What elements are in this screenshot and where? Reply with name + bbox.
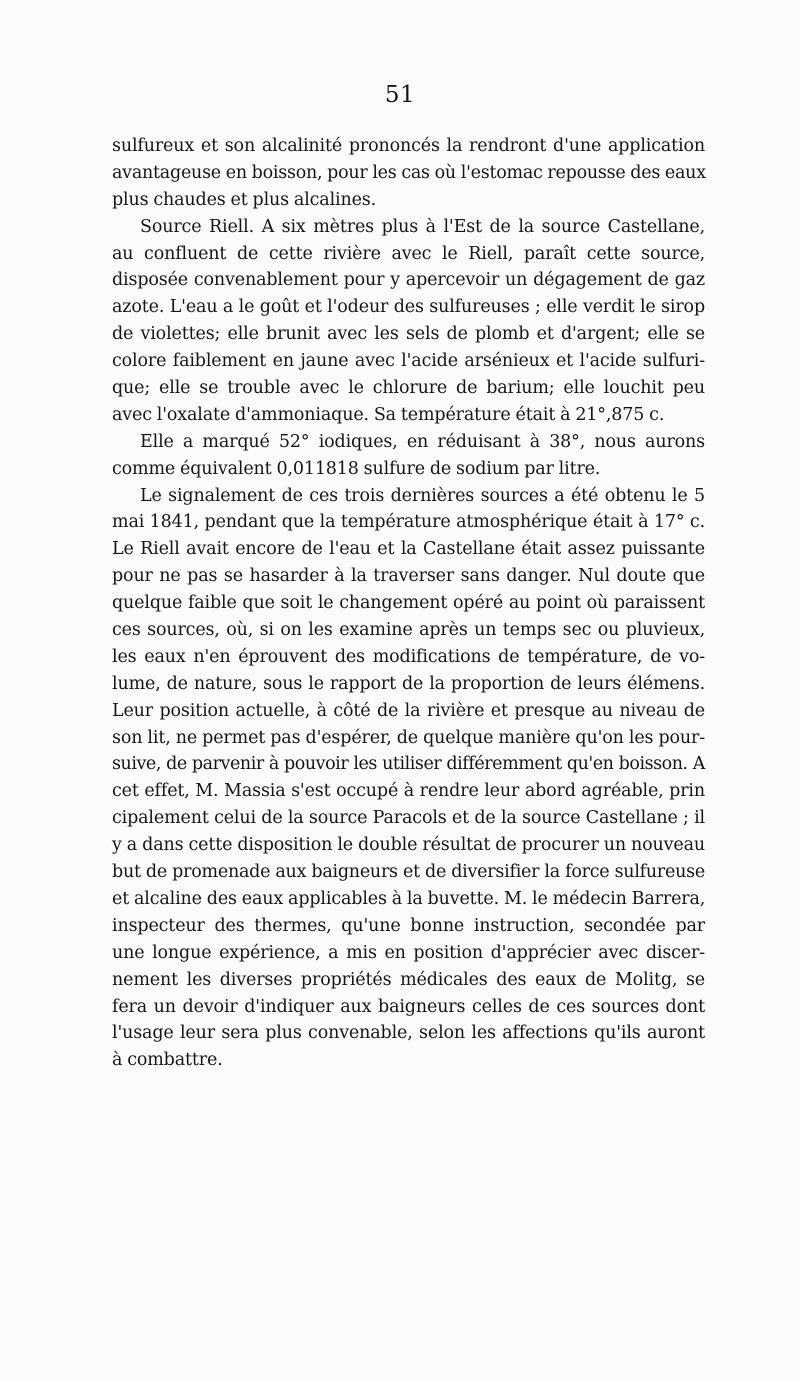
text-line: Le Riell avait encore de l'eau et la Castellane était assez puissante xyxy=(112,539,705,560)
text-line: Elle a marqué 52° iodiques, en réduisant à 38°, nous aurons xyxy=(140,431,705,452)
text-line: plus chaudes et plus alcalines. xyxy=(112,189,377,210)
text-line: fera un devoir d'indiquer aux baigneurs celles de ces sources dont xyxy=(112,996,705,1017)
text-line: quelque faible que soit le changement opéré au point où paraissent xyxy=(112,593,705,614)
text-line: y a dans cette disposition le double résultat de procurer un nouveau xyxy=(112,835,705,856)
text-line: pour ne pas se hasarder à la traverser sans danger. Nul doute que xyxy=(112,566,705,587)
text-line: Source Riell. A six mètres plus à l'Est de la source Castellane, xyxy=(140,216,705,237)
text-line: Leur position actuelle, à côté de la rivière et presque au niveau de xyxy=(112,700,705,721)
text-line: mai 1841, pendant que la température atmosphérique était à 17° c. xyxy=(112,512,705,533)
text-line: cipalement celui de la source Paracols et de la source Castellane ; il xyxy=(112,808,705,829)
text-line: une longue expérience, a mis en position d'apprécier avec discer- xyxy=(112,942,705,963)
text-line: colore faiblement en jaune avec l'acide arsénieux et l'acide sulfuri- xyxy=(112,351,705,372)
text-line: cet effet, M. Massia s'est occupé à rendre leur abord agréable, prin xyxy=(112,781,705,802)
text-line: lume, de nature, sous le rapport de la proportion de leurs élémens. xyxy=(112,673,705,694)
text-line: but de promenade aux baigneurs et de diversifier la force sulfureuse xyxy=(112,862,705,883)
text-line: comme équivalent 0,011818 sulfure de sodium par litre. xyxy=(112,458,601,479)
page-number: 51 xyxy=(384,82,416,108)
text-line: nement les diverses propriétés médicales des eaux de Molitg, se xyxy=(112,969,705,990)
text-line: de violettes; elle brunit avec les sels de plomb et d'argent; elle se xyxy=(112,324,705,345)
body-text xyxy=(112,133,705,1074)
text-line: disposée convenablement pour y apercevoir un dégagement de gaz xyxy=(112,270,705,291)
text-line: l'usage leur sera plus convenable, selon les affections qu'ils auront xyxy=(112,1023,705,1044)
text-line: ces sources, où, si on les examine après un temps sec ou pluvieux, xyxy=(112,620,705,641)
text-line: que; elle se trouble avec le chlorure de barium; elle louchit peu xyxy=(112,378,705,399)
text-line: et alcaline des eaux applicables à la buvette. M. le médecin Barrera, xyxy=(112,888,706,909)
text-line: suive, de parvenir à pouvoir les utiliser différemment qu'en boisson. A xyxy=(112,754,705,775)
text-line: au confluent de cette rivière avec le Riell, paraît cette source, xyxy=(112,243,705,264)
text-line: inspecteur des thermes, qu'une bonne instruction, secondée par xyxy=(112,915,705,936)
text-line: à combattre. xyxy=(112,1050,223,1071)
text-line: Le signalement de ces trois dernières sources a été obtenu le 5 xyxy=(140,485,705,506)
text-line: avec l'oxalate d'ammoniaque. Sa température était à 21°,875 c. xyxy=(112,404,665,425)
text-line: avantageuse en boisson, pour les cas où l'estomac repousse des eaux xyxy=(112,162,706,183)
text-line: son lit, ne permet pas d'espérer, de quelque manière qu'on les pour- xyxy=(112,727,705,748)
text-line: les eaux n'en éprouvent des modifications de température, de vo- xyxy=(112,646,705,667)
text-line: azote. L'eau a le goût et l'odeur des sulfureuses ; elle verdit le sirop xyxy=(112,297,705,318)
text-line: sulfureux et son alcalinité prononcés la rendront d'une application xyxy=(112,136,705,156)
